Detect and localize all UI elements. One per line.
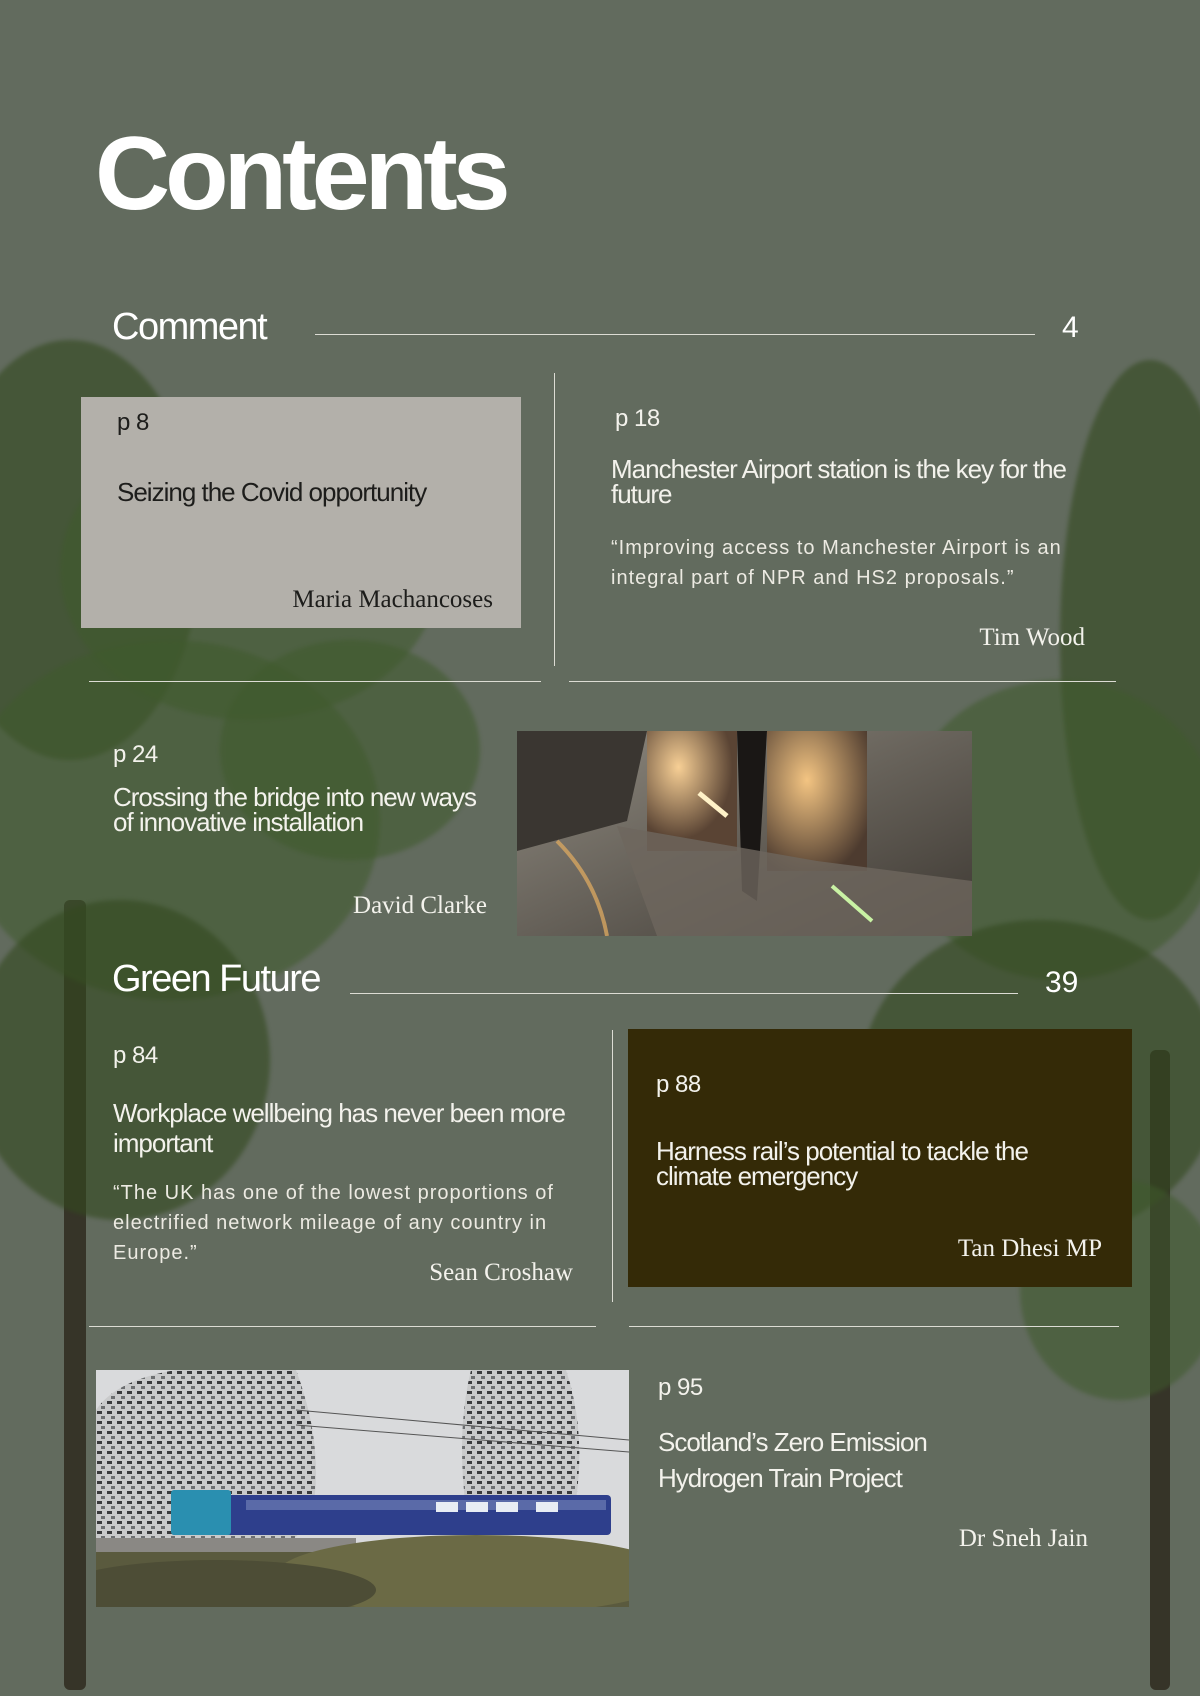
kelpies-train-photo [96, 1370, 629, 1607]
article-author: Tim Wood [979, 624, 1085, 651]
section-page-number: 39 [1045, 966, 1079, 999]
article-page-ref: p 8 [117, 409, 149, 436]
section-heading-green-future: Green Future [112, 958, 320, 1000]
row-divider [569, 681, 1116, 682]
row-divider [89, 681, 541, 682]
article-author: Sean Croshaw [429, 1259, 573, 1286]
article-card-p84[interactable] [113, 1040, 593, 1290]
article-headline[interactable]: Workplace wellbeing has never been more important [113, 1098, 565, 1158]
article-page-ref: p 18 [615, 405, 660, 432]
row-divider [89, 1326, 596, 1327]
article-headline[interactable]: Manchester Airport station is the key for the future [611, 454, 1067, 509]
article-quote: “Improving access to Manchester Airport is an integral part of NPR and HS2 proposals.” [611, 537, 1062, 589]
article-page-ref: p 24 [113, 741, 158, 768]
article-author: Maria Machancoses [292, 586, 493, 613]
column-divider [612, 1030, 613, 1302]
article-page-ref: p 88 [656, 1071, 701, 1098]
article-headline[interactable]: Crossing the bridge into new ways of innovative installation [113, 782, 476, 837]
article-page-ref: p 84 [113, 1042, 158, 1069]
section-divider [315, 334, 1035, 335]
article-card-p8[interactable] [81, 397, 521, 628]
section-heading-comment: Comment [112, 306, 267, 348]
article-author: David Clarke [353, 892, 487, 919]
section-page-number: 4 [1062, 311, 1079, 344]
article-card-p24[interactable] [113, 740, 513, 930]
column-divider [554, 373, 555, 666]
section-divider [350, 993, 1018, 994]
row-divider [629, 1326, 1119, 1327]
article-card-p18[interactable] [611, 397, 1091, 657]
article-page-ref: p 95 [658, 1374, 703, 1401]
page-title: Contents [95, 116, 506, 232]
article-author: Dr Sneh Jain [958, 1525, 1088, 1552]
article-headline[interactable]: Scotland’s Zero Emission Hydrogen Train Project [658, 1427, 927, 1493]
article-quote: “The UK has one of the lowest proportions of electrified network mileage of any country in Europe.” [113, 1182, 554, 1264]
article-headline[interactable]: Harness rail’s potential to tackle the climate emergency [656, 1136, 1028, 1191]
article-card-p95[interactable] [656, 1370, 1096, 1560]
article-author: Tan Dhesi MP [957, 1235, 1102, 1262]
lighting-installation-photo [517, 731, 972, 936]
article-headline[interactable]: Seizing the Covid opportunity [117, 477, 427, 507]
article-card-p88[interactable] [628, 1029, 1132, 1287]
